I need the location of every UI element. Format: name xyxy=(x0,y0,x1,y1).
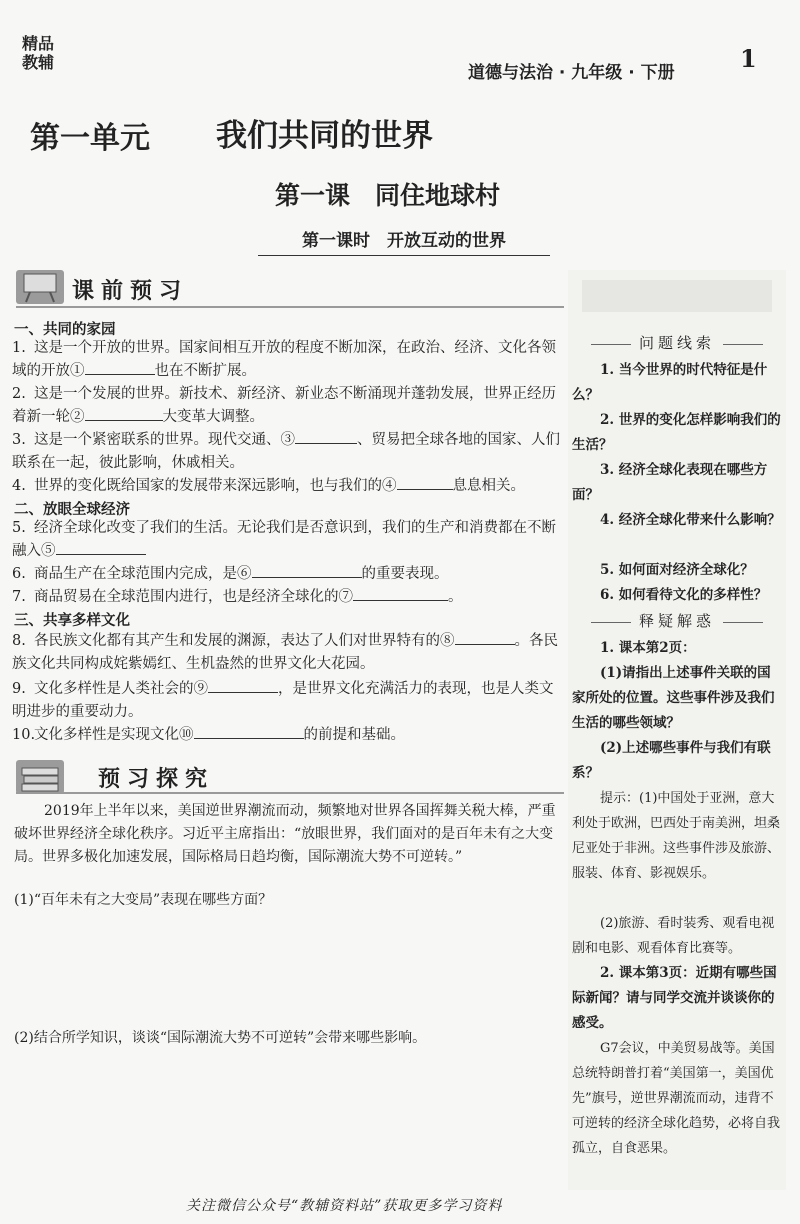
clues-heading: 问题线索 xyxy=(568,332,786,353)
clue-item: 4. 经济全球化带来什么影响？ xyxy=(600,512,781,528)
clue-item: 5. 如何面对经济全球化？ xyxy=(600,562,754,578)
section-divider xyxy=(16,306,564,308)
category-heading: 一、共同的家园 xyxy=(14,322,116,338)
list-item: 1. 这是一个开放的世界。国家间相互开放的程度不断加深，在政治、经济、文化各领域的开放① 也在不断扩展。 xyxy=(12,340,556,379)
list-item: 10.文化多样性是实现文化⑩ 的前提和基础。 xyxy=(12,724,560,747)
lesson-title: 第一课 同住地球村 xyxy=(275,181,501,210)
section-divider xyxy=(16,792,564,794)
list-item: 2. 这是一个发展的世界。新技术、新经济、新业态不断涌现并蓬勃发展，世界正经历着新一轮② 大变革大调整。 xyxy=(12,386,556,425)
unit-label: 第一单元 xyxy=(30,121,150,156)
answer-blank xyxy=(295,429,357,444)
answer-blank xyxy=(194,724,304,739)
sidebar-banner xyxy=(582,280,772,312)
answer-blank xyxy=(252,563,362,578)
list-item: 3. 这是一个紧密联系的世界。现代交通、③ 、贸易把全球各地的国家、人们联系在一起，彼此影响，休戚相关。 xyxy=(12,429,560,475)
clue-item: 2. 世界的变化怎样影响我们的生活？ xyxy=(572,412,781,453)
explain-question: (2)上述哪些事件与我们有联系？ xyxy=(572,740,771,781)
answer-blank xyxy=(353,586,448,601)
footer-note: 关注微信公众号“教辅资料站”获取更多学习资料 xyxy=(186,1198,503,1214)
question-2: (2)结合所学知识，谈谈“国际潮流大势不可逆转”会带来哪些影响。 xyxy=(14,1030,427,1046)
list-item: 6. 商品生产在全球范围内完成，是⑥ 的重要表现。 xyxy=(12,563,560,586)
answer-blank xyxy=(397,475,453,490)
list-item: 5. 经济全球化改变了我们的生活。无论我们是否意识到，我们的生产和消费都在不断融入⑤ xyxy=(12,520,556,559)
list-item: 9. 文化多样性是人类社会的⑨ ，是世界文化充满活力的表现，也是人类文明进步的重要动力。 xyxy=(12,678,560,724)
answer-blank xyxy=(85,360,155,375)
brand-logo-text: 精品教辅 xyxy=(22,34,55,72)
explain-answer: (2)旅游、看时装秀、观看电视剧和电影、观看体育比赛等。 xyxy=(572,916,775,956)
explain-answer: 提示：(1)中国处于亚洲，意大利处于欧洲，巴西处于南美洲，坦桑尼亚处于非洲。这些事件涉及旅游、服装、体育、影视娱乐。 xyxy=(572,791,781,881)
answer-blank xyxy=(56,540,146,555)
unit-title: 我们共同的世界 xyxy=(216,118,433,154)
page-number: 1 xyxy=(740,44,757,73)
category-heading: 二、放眼全球经济 xyxy=(14,502,130,518)
answer-blank xyxy=(208,678,278,693)
explain-title: 1. 课本第2页： xyxy=(600,640,696,656)
answer-blank xyxy=(85,406,163,421)
reading-passage: 2019年上半年以来，美国逆世界潮流而动，频繁地对世界各国挥舞关税大棒，严重破坏世界经济全球化秩序。习近平主席指出：“放眼世界，我们面对的是百年未有之大变局。世界多极化加速发展，国际格局日趋均衡，国际潮流大势不可逆转。” xyxy=(14,803,556,865)
explain-question: 2. 课本第3页：近期有哪些国际新闻？请与同学交流并谈谈你的感受。 xyxy=(572,965,777,1031)
explain-heading: 释疑解惑 xyxy=(568,610,786,631)
explore-heading: 预习探究 xyxy=(98,767,215,792)
clue-item: 6. 如何看待文化的多样性？ xyxy=(600,587,768,603)
question-1: (1)“百年未有之大变局”表现在哪些方面？ xyxy=(14,892,273,908)
list-item: 8. 各民族文化都有其产生和发展的渊源，表达了人们对世界特有的⑧ 。各民族文化共同构成姹紫嫣红、生机盎然的世界文化大花园。 xyxy=(12,630,560,676)
book-title: 道德与法治 · 九年级 · 下册 xyxy=(468,63,675,83)
preview-heading: 课前预习 xyxy=(72,279,189,304)
clue-item: 1. 当今世界的时代特征是什么？ xyxy=(572,362,768,403)
clue-item: 3. 经济全球化表现在哪些方面？ xyxy=(572,462,768,503)
period-title: 第一课时 开放互动的世界 xyxy=(258,226,550,256)
books-icon xyxy=(16,760,64,794)
explain-question: (1)请指出上述事件关联的国家所处的位置。这些事件涉及我们生活的哪些领域？ xyxy=(572,665,775,731)
answer-blank xyxy=(455,630,515,645)
explain-answer: G7会议，中美贸易战等。美国总统特朗普打着“美国第一，美国优先”旗号，逆世界潮流而动，违背不可逆转的经济全球化趋势，必将自我孤立，自食恶果。 xyxy=(572,1041,781,1156)
list-item: 7. 商品贸易在全球范围内进行，也是经济全球化的⑦ 。 xyxy=(12,586,560,609)
list-item: 4. 世界的变化既给国家的发展带来深远影响，也与我们的④ 息息相关。 xyxy=(12,475,560,498)
category-heading: 三、共享多样文化 xyxy=(14,613,130,629)
easel-icon xyxy=(16,270,64,304)
